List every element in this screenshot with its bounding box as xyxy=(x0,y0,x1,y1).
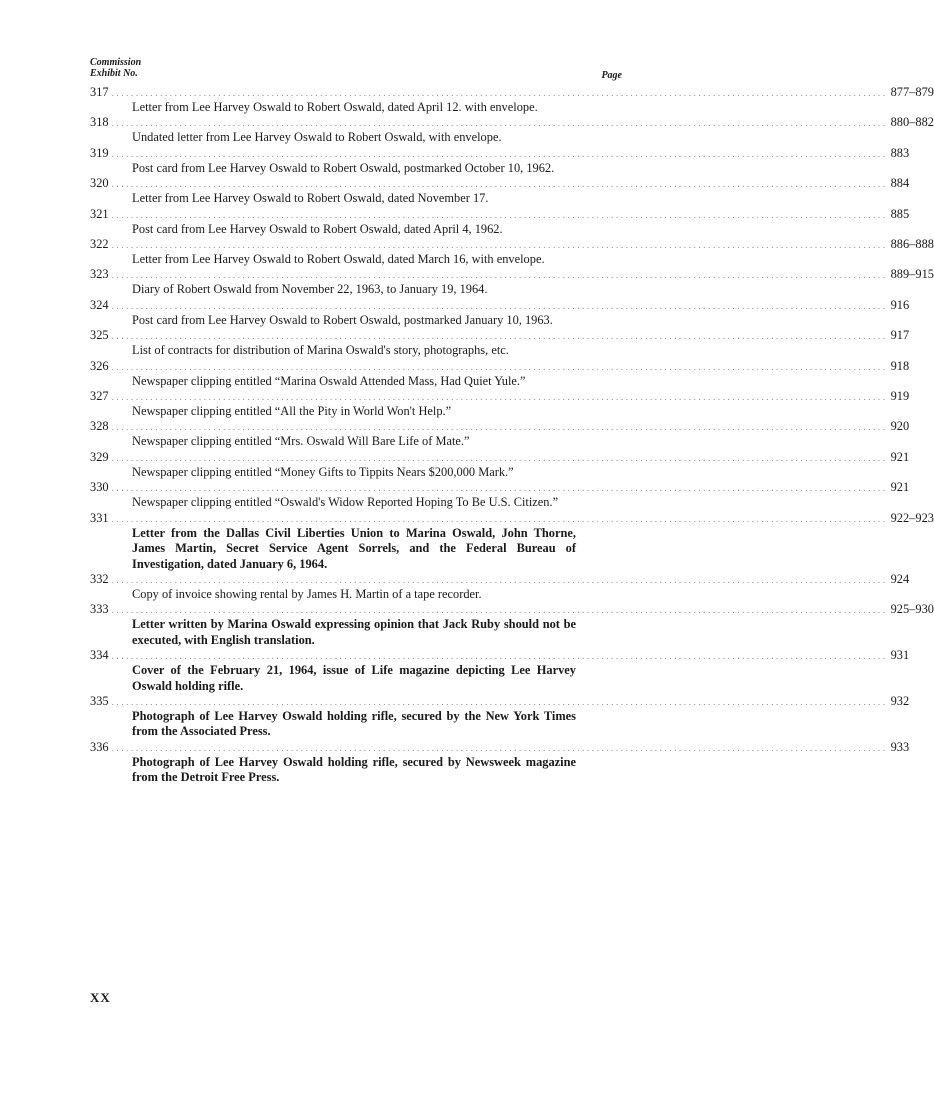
exhibit-description: Letter from Lee Harvey Oswald to Robert Oswald, dated March 16, with envelope. xyxy=(132,252,545,267)
exhibit-description: Newspaper clipping entitled “Mrs. Oswald Will Bare Life of Mate.” xyxy=(132,434,470,449)
list-item xyxy=(90,176,910,206)
exhibit-description: Post card from Lee Harvey Oswald to Robert Oswald, postmarked January 10, 1963. xyxy=(132,312,553,327)
exhibit-number-line xyxy=(90,115,934,130)
page-reference: 880–882 xyxy=(890,115,934,130)
exhibit-list xyxy=(90,85,934,786)
page-reference: 920 xyxy=(890,419,910,434)
exhibit-description: Newspaper clipping entitled “Marina Oswald Attended Mass, Had Quiet Yule.” xyxy=(132,373,526,388)
dot-leader: ................................................................................................................................................................ xyxy=(111,452,888,463)
exhibit-description: Newspaper clipping entitled “All the Pity in World Won't Help.” xyxy=(132,404,452,419)
exhibit-number-line xyxy=(90,206,910,222)
dot-leader: ................................................................................................................................................................ xyxy=(111,179,888,190)
exhibit-number-line xyxy=(90,237,934,252)
exhibit-number: 320 xyxy=(90,176,109,191)
exhibit-column-label-line1: Commission xyxy=(90,57,142,68)
exhibit-description: List of contracts for distribution of Marina Oswald's story, photographs, etc. xyxy=(132,343,509,358)
page-reference: 924 xyxy=(890,571,910,586)
exhibit-description: Post card from Lee Harvey Oswald to Robert Oswald, dated April 4, 1962. xyxy=(132,221,503,236)
exhibit-number: 318 xyxy=(90,115,109,130)
exhibit-number: 317 xyxy=(90,85,109,99)
exhibit-description: Letter from Lee Harvey Oswald to Robert Oswald, dated April 12. with envelope. xyxy=(132,100,538,114)
exhibit-number: 330 xyxy=(90,480,109,495)
exhibit-number: 331 xyxy=(90,510,109,525)
column-header xyxy=(90,58,622,85)
exhibit-number: 327 xyxy=(90,389,109,404)
page-number: XX xyxy=(90,990,111,1005)
exhibit-number-line xyxy=(90,449,910,465)
list-item xyxy=(90,480,910,510)
dot-leader: ................................................................................................................................................................ xyxy=(111,483,888,494)
exhibit-number: 325 xyxy=(90,328,109,343)
exhibit-number: 324 xyxy=(90,297,109,312)
dot-leader: ................................................................................................................................................................ xyxy=(111,696,888,707)
exhibit-number: 336 xyxy=(90,739,109,754)
list-item xyxy=(90,85,934,115)
exhibit-number: 333 xyxy=(90,602,109,617)
page-reference: 919 xyxy=(890,389,910,404)
dot-leader: ................................................................................................................................................................ xyxy=(111,148,888,159)
dot-leader: ................................................................................................................................................................ xyxy=(111,651,888,662)
page-reference: 886–888 xyxy=(890,237,934,252)
exhibit-description: Letter from Lee Harvey Oswald to Robert Oswald, dated November 17. xyxy=(132,191,489,206)
list-item xyxy=(90,693,910,740)
list-item xyxy=(90,267,934,297)
exhibit-list-page xyxy=(90,57,934,786)
exhibit-column-label xyxy=(90,58,141,79)
list-item xyxy=(90,328,910,358)
page-reference: 916 xyxy=(890,297,910,312)
exhibit-number-line xyxy=(90,648,910,663)
list-item xyxy=(90,237,934,267)
exhibit-number-line xyxy=(90,480,910,495)
list-item xyxy=(90,739,910,786)
exhibit-number: 335 xyxy=(90,693,109,708)
exhibit-number-line xyxy=(90,739,910,755)
dot-leader: ................................................................................................................................................................ xyxy=(111,88,888,98)
page-reference: 877–879 xyxy=(890,85,934,99)
exhibit-number-line xyxy=(90,297,910,313)
dot-leader: ................................................................................................................................................................ xyxy=(111,300,888,311)
exhibit-description: Post card from Lee Harvey Oswald to Robert Oswald, postmarked October 10, 1962. xyxy=(132,160,555,175)
dot-leader: ................................................................................................................................................................ xyxy=(111,742,888,753)
exhibit-number-line xyxy=(90,419,910,434)
exhibit-number: 332 xyxy=(90,571,109,586)
dot-leader: ................................................................................................................................................................ xyxy=(111,422,888,433)
exhibit-number-line xyxy=(90,510,934,526)
dot-leader: ................................................................................................................................................................ xyxy=(111,270,888,281)
dot-leader: ................................................................................................................................................................ xyxy=(111,118,888,129)
exhibit-description: Copy of invoice showing rental by James H. Martin of a tape recorder. xyxy=(132,586,482,601)
exhibit-number-line xyxy=(90,267,934,282)
page-reference: 921 xyxy=(890,480,910,495)
page-reference: 884 xyxy=(890,176,910,191)
dot-leader: ................................................................................................................................................................ xyxy=(111,361,888,372)
page-reference: 885 xyxy=(890,206,910,221)
exhibit-number-line xyxy=(90,176,910,191)
page-column-label: Page xyxy=(601,70,622,81)
exhibit-number-line xyxy=(90,571,910,587)
list-item xyxy=(90,358,910,389)
exhibit-number: 328 xyxy=(90,419,109,434)
exhibit-number-line xyxy=(90,145,910,161)
page-reference: 925–930 xyxy=(890,602,934,617)
page-reference: 889–915 xyxy=(890,267,934,282)
exhibit-number-line xyxy=(90,328,910,343)
exhibit-number: 321 xyxy=(90,206,109,221)
exhibit-number-line xyxy=(90,389,910,404)
exhibit-number: 326 xyxy=(90,358,109,373)
exhibit-description: Letter written by Marina Oswald expressing opinion that Jack Ruby should not be executed, with English translation. xyxy=(132,617,576,647)
list-item xyxy=(90,206,910,237)
list-item xyxy=(90,115,934,145)
dot-leader: ................................................................................................................................................................ xyxy=(111,513,888,524)
exhibit-description: Photograph of Lee Harvey Oswald holding rifle, secured by Newsweek magazine from the Detroit Free Press. xyxy=(132,754,576,785)
exhibit-number-line xyxy=(90,693,910,709)
exhibit-number: 334 xyxy=(90,648,109,663)
exhibit-description: Photograph of Lee Harvey Oswald holding rifle, secured by the New York Times from the Associated Press. xyxy=(132,708,576,739)
exhibit-number: 322 xyxy=(90,237,109,252)
page-reference: 917 xyxy=(890,328,910,343)
dot-leader: ................................................................................................................................................................ xyxy=(111,240,888,251)
list-item xyxy=(90,145,910,176)
page-reference: 921 xyxy=(890,449,910,464)
list-item xyxy=(90,602,934,648)
dot-leader: ................................................................................................................................................................ xyxy=(111,605,888,616)
list-item xyxy=(90,510,934,572)
list-item xyxy=(90,297,910,328)
dot-leader: ................................................................................................................................................................ xyxy=(111,392,888,403)
exhibit-number-line xyxy=(90,602,934,617)
list-item xyxy=(90,571,910,602)
exhibit-number: 319 xyxy=(90,145,109,160)
page-reference: 922–923 xyxy=(890,510,934,525)
exhibit-number-line xyxy=(90,85,934,100)
exhibit-number: 323 xyxy=(90,267,109,282)
page-reference: 883 xyxy=(890,145,910,160)
dot-leader: ................................................................................................................................................................ xyxy=(111,574,888,585)
exhibit-description: Letter from the Dallas Civil Liberties Union to Marina Oswald, John Thorne, James Martin, Secret Service Agent Sorrels, and the Federal Bureau of Investigation, dated January 6, 1964. xyxy=(132,525,576,571)
exhibit-column-label-line2: Exhibit No. xyxy=(90,67,138,79)
exhibit-description: Newspaper clipping entitled “Money Gifts to Tippits Nears $200,000 Mark.” xyxy=(132,464,514,479)
list-item xyxy=(90,648,910,694)
exhibit-number: 329 xyxy=(90,449,109,464)
exhibit-description: Diary of Robert Oswald from November 22, 1963, to January 19, 1964. xyxy=(132,282,488,297)
dot-leader: ................................................................................................................................................................ xyxy=(111,209,888,220)
list-item xyxy=(90,449,910,480)
exhibit-description: Newspaper clipping entitled “Oswald's Widow Reported Hoping To Be U.S. Citizen.” xyxy=(132,495,559,510)
list-item xyxy=(90,389,910,419)
exhibit-number-line xyxy=(90,358,910,374)
dot-leader: ................................................................................................................................................................ xyxy=(111,331,888,342)
page-reference: 933 xyxy=(890,739,910,754)
page-reference: 932 xyxy=(890,693,910,708)
exhibit-description: Cover of the February 21, 1964, issue of Life magazine depicting Lee Harvey Oswald holding rifle. xyxy=(132,663,576,693)
page-reference: 918 xyxy=(890,358,910,373)
list-item xyxy=(90,419,910,449)
page-reference: 931 xyxy=(890,648,910,663)
exhibit-description: Undated letter from Lee Harvey Oswald to Robert Oswald, with envelope. xyxy=(132,130,502,145)
